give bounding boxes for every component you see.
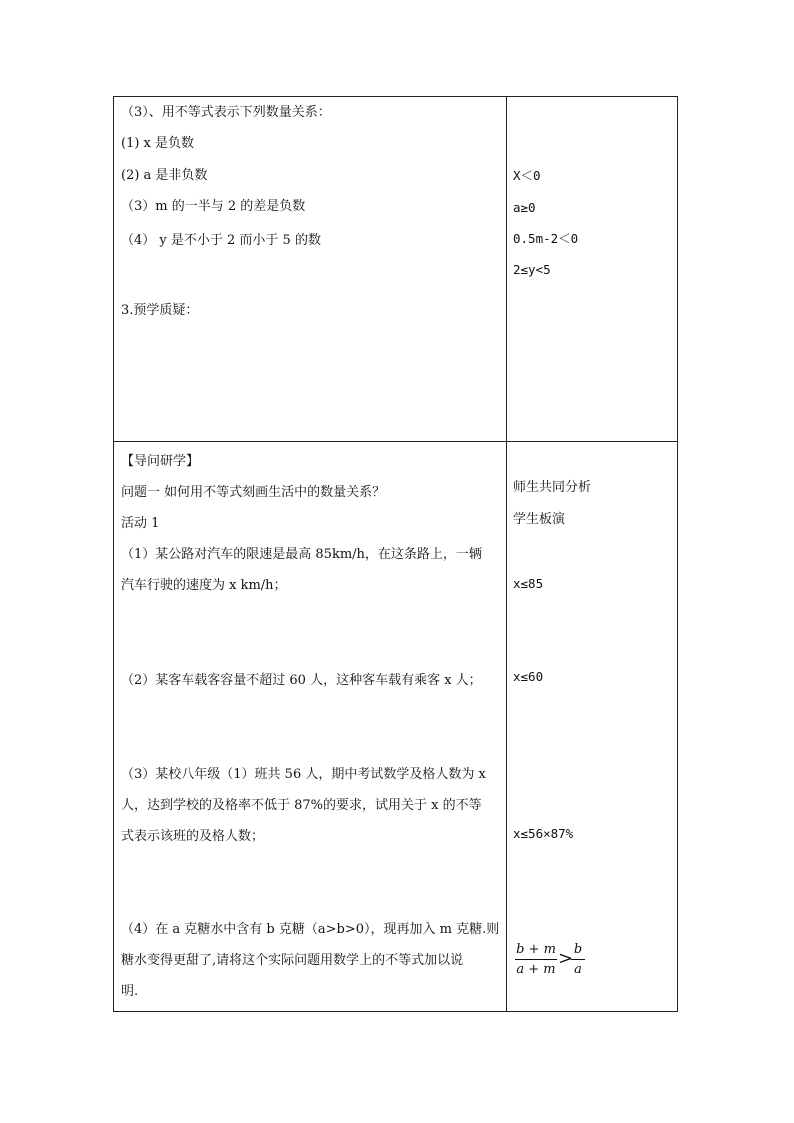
problem-4-line-2: 糖水变得更甜了,请将这个实际问题用数学上的不等式加以说: [121, 953, 464, 968]
note-analysis: 师生共同分析: [513, 480, 592, 495]
answer-4: 2≤y<5: [513, 262, 551, 277]
greater-than-sign: >: [558, 948, 574, 969]
fraction-right: [571, 941, 585, 978]
fraction-left: [515, 941, 557, 978]
fraction-bar: [515, 959, 557, 960]
problem-4-line-1: （4）在 a 克糖水中含有 b 克糖（a>b>0），现再加入 m 克糖.则: [121, 922, 500, 937]
question-1: 问题一 如何用不等式刻画生活中的数量关系？: [121, 485, 386, 500]
problem-3-line-1: （3）某校八年级（1）班共 56 人，期中考试数学及格人数为 x: [121, 767, 486, 782]
answer-3: 0.5m-2＜0: [513, 231, 579, 246]
row-divider: [114, 441, 677, 442]
section1-item-1: (1) x 是负数: [121, 136, 195, 151]
section1-item-4: （4） y 是不小于 2 而小于 5 的数: [121, 233, 321, 248]
answer-1: X＜0: [513, 168, 541, 183]
fraction-left-denominator: a + m: [516, 962, 556, 977]
problem-1-line-1: （1）某公路对汽车的限速是最高 85km/h，在这条路上，一辆: [121, 547, 482, 562]
answer-p3: x≤56×87%: [513, 826, 574, 841]
section2-header: 【导问研学】: [121, 454, 200, 469]
fraction-right-denominator: a: [574, 962, 582, 977]
preview-label: 3.预学质疑：: [121, 303, 199, 318]
activity-label: 活动 1: [121, 516, 160, 531]
answer-2: a≥0: [513, 200, 536, 215]
problem-4-line-3: 明.: [121, 984, 139, 999]
answer-p1: x≤85: [513, 576, 544, 591]
answer-p2: x≤60: [513, 669, 544, 684]
fraction-left-numerator: b + m: [516, 942, 556, 957]
section1-item-3: （3）m 的一半与 2 的差是负数: [121, 199, 306, 214]
fraction-right-numerator: b: [573, 942, 583, 957]
section1-intro: （3）、用不等式表示下列数量关系：: [121, 105, 331, 120]
fraction-bar: [571, 959, 585, 960]
problem-3-line-2: 人，达到学校的及格率不低于 87%的要求，试用关于 x 的不等: [121, 798, 482, 813]
problem-1-line-2: 汽车行驶的速度为 x km/h；: [121, 578, 287, 593]
note-board: 学生板演: [513, 512, 566, 527]
problem-2: （2）某客车载客容量不超过 60 人，这种客车载有乘客 x 人；: [121, 673, 482, 688]
section1-item-2: (2) a 是非负数: [121, 168, 208, 183]
column-divider: [506, 97, 507, 1011]
problem-3-line-3: 式表示该班的及格人数；: [121, 829, 265, 844]
